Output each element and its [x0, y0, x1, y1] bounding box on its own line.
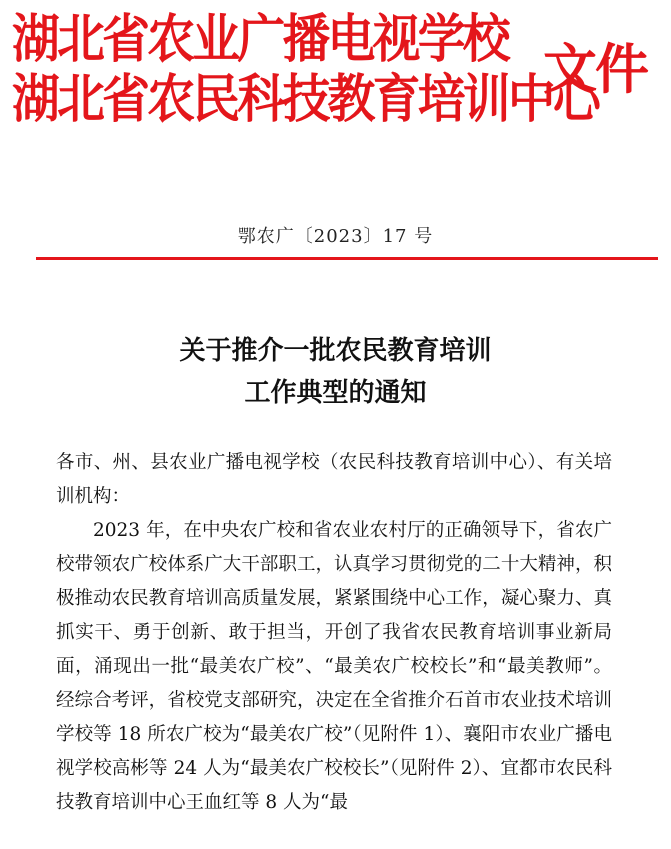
- org-name-farmer-training-center: 湖北省农民科技教育培训中心: [12, 70, 599, 130]
- salutation: 各市、州、县农业广播电视学校（农民科技教育培训中心）、有关培训机构：: [56, 452, 612, 507]
- title-line-2: 工作典型的通知: [244, 378, 427, 408]
- org-name-agri-broadcast-school: 湖北省农业广播电视学校: [12, 10, 508, 70]
- body-paragraph: 2023 年，在中央农广校和省农业农村厅的正确领导下，省农广校带领农广校体系广大干部职工，认真学习贯彻党的二十大精神，积极推动农民教育培训高质量发展，紧紧围绕中心工作，凝心聚力、真抓实干、勇于创新、敢于担当，开创了我省农民教育培训事业新局面，涌现出一批“最美农广校”、“最美农广校校长”和“最美教师”。经综合考评，省校党支部研究，决定在全省推介石首市农业技术培训学校等 18 所农广校为“最美农广校”（见附件 1）、襄阳市农业广播电视学校高彬等 24 人为“最美农广校校长”（见附件 2）、宜都市农民科技教育培训中心王血红等 8 人为“最: [56, 520, 612, 813]
- document-type-label: 文件: [543, 38, 647, 101]
- document-title: [0, 330, 671, 414]
- document-number: 鄂农广〔2023〕17 号: [237, 226, 434, 247]
- title-line-1: 关于推介一批农民教育培训: [179, 336, 492, 366]
- document-body: [56, 446, 612, 820]
- red-divider-line: [36, 257, 658, 260]
